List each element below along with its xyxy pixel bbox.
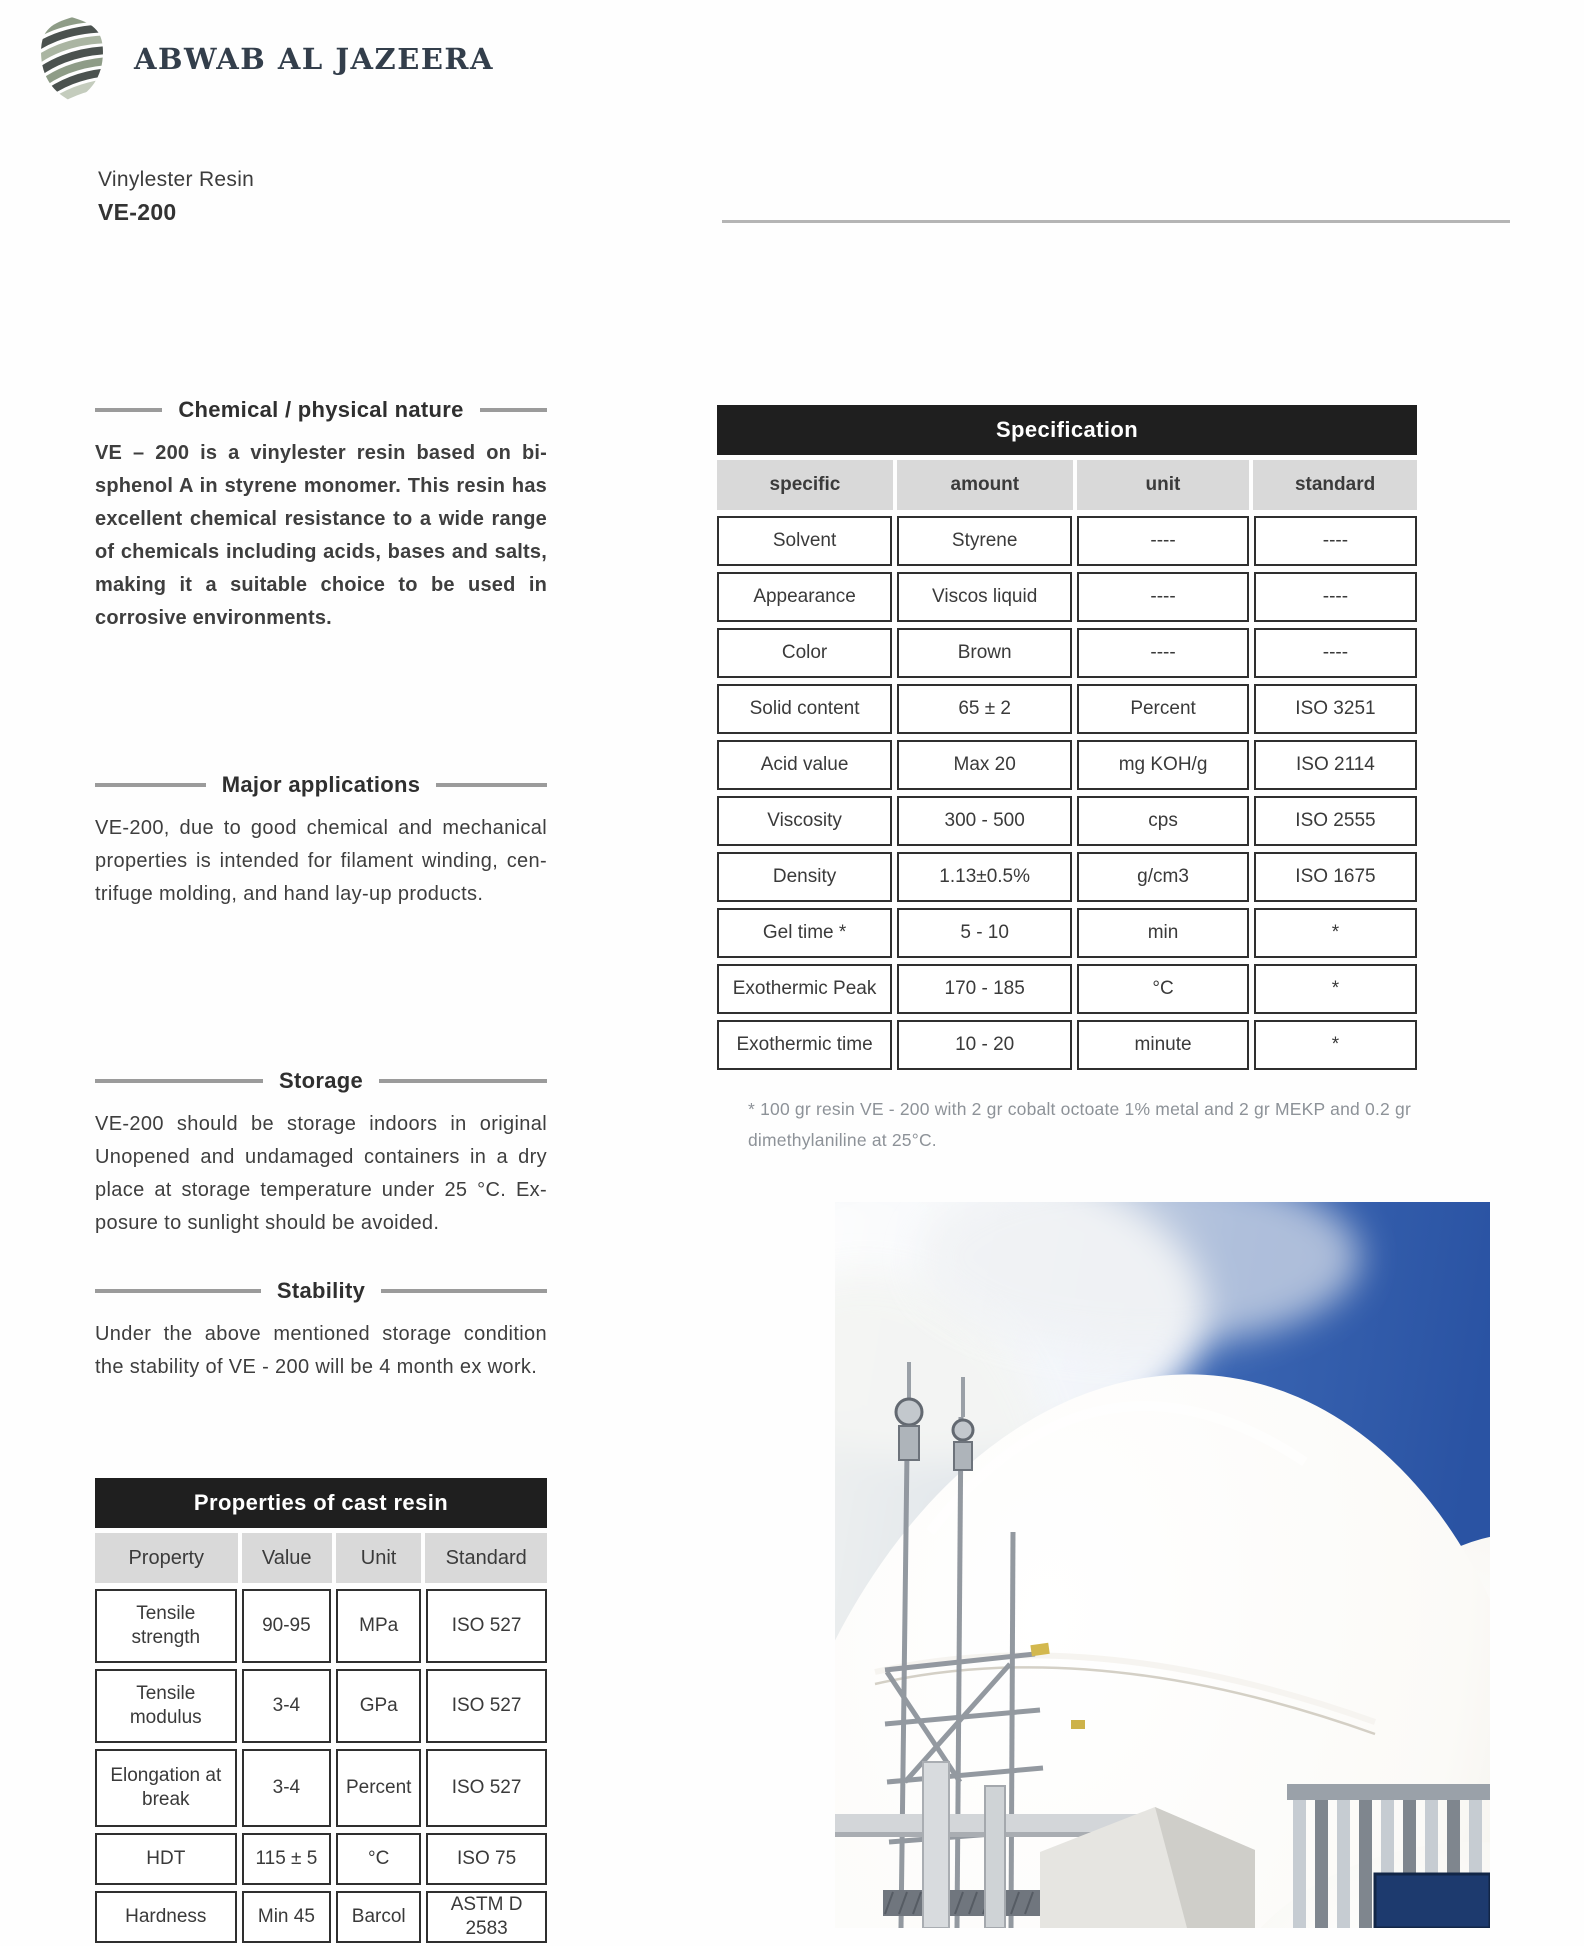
table-cell: °C — [1077, 964, 1249, 1014]
product-category: Vinylester Resin — [98, 168, 255, 191]
section-body: VE-200 should be storage indoors in original Unopened and undamaged containers in a dry place at storage temperature under 25 °C. Ex-posure to sunlight should be avoided. — [95, 1113, 547, 1234]
product-title — [98, 168, 254, 226]
section-storage — [95, 1068, 547, 1240]
table-cell: ISO 75 — [426, 1833, 547, 1885]
table-title: Specification — [717, 405, 1417, 455]
heading-rule-right — [381, 1289, 547, 1293]
header-rule — [722, 220, 1510, 223]
table-cell: HDT — [95, 1833, 237, 1885]
column-header: unit — [1077, 460, 1249, 510]
table-body — [95, 1589, 547, 1943]
table-cell: ISO 527 — [426, 1589, 547, 1663]
column-header: Value — [242, 1533, 332, 1583]
table-cell: Solid content — [717, 684, 892, 734]
table-cell: ISO 1675 — [1254, 852, 1417, 902]
table-header-row — [717, 460, 1417, 510]
table-cell: ---- — [1254, 628, 1417, 678]
column-header: Property — [95, 1533, 238, 1583]
table-cell: Hardness — [95, 1891, 237, 1943]
heading-rule-right — [436, 783, 547, 787]
specification-table — [717, 405, 1417, 1070]
column-header: Unit — [336, 1533, 422, 1583]
table-cell: 115 ± 5 — [242, 1833, 332, 1885]
heading-rule-right — [379, 1079, 547, 1083]
section-heading: Stability — [276, 1278, 366, 1303]
table-cell: Percent — [1077, 684, 1249, 734]
table-cell: g/cm3 — [1077, 852, 1249, 902]
table-cell: ISO 527 — [426, 1749, 547, 1827]
table-cell: * — [1254, 908, 1417, 958]
table-cell: Color — [717, 628, 892, 678]
table-cell: * — [1254, 964, 1417, 1014]
table-cell: 3-4 — [242, 1669, 332, 1743]
table-cell: Viscos liquid — [897, 572, 1072, 622]
heading-rule-right — [480, 408, 547, 412]
table-cell: Exothermic time — [717, 1020, 892, 1070]
section-chemical-physical-nature — [95, 397, 547, 635]
table-cell: 170 - 185 — [897, 964, 1072, 1014]
section-heading-row — [95, 772, 547, 798]
table-cell: ASTM D 2583 — [426, 1891, 547, 1943]
table-cell: mg KOH/g — [1077, 740, 1249, 790]
table-cell: ISO 2555 — [1254, 796, 1417, 846]
table-cell: Elongation at break — [95, 1749, 237, 1827]
heading-rule-left — [95, 783, 206, 787]
section-major-applications — [95, 772, 547, 911]
column-header: standard — [1253, 460, 1417, 510]
section-heading: Major applications — [221, 772, 421, 797]
storage-tanks-photo — [835, 1202, 1490, 1928]
table-cell: °C — [336, 1833, 421, 1885]
table-header-row — [95, 1533, 547, 1583]
table-cell: ---- — [1254, 516, 1417, 566]
table-cell: 65 ± 2 — [897, 684, 1072, 734]
column-header: amount — [897, 460, 1073, 510]
table-cell: ---- — [1077, 572, 1249, 622]
table-title: Properties of cast resin — [95, 1478, 547, 1528]
table-cell: GPa — [336, 1669, 421, 1743]
heading-rule-left — [95, 1079, 263, 1083]
table-cell: 3-4 — [242, 1749, 332, 1827]
table-cell: Min 45 — [242, 1891, 332, 1943]
section-heading-row — [95, 397, 547, 423]
table-cell: Tensile strength — [95, 1589, 237, 1663]
table-cell: Acid value — [717, 740, 892, 790]
table-cell: Exothermic Peak — [717, 964, 892, 1014]
brand-logo-icon — [28, 12, 116, 106]
section-body: VE – 200 is a vinylester resin based on bi-sphenol A in styrene monomer. This resin has excellent chemical resistance to a wide range of chemicals including acids, bases and salts, making it a suitable choice to be used in corrosive environments. — [95, 442, 547, 629]
table-cell: Solvent — [717, 516, 892, 566]
table-cell: Density — [717, 852, 892, 902]
product-code: VE-200 — [98, 199, 177, 225]
column-header: Standard — [425, 1533, 547, 1583]
table-cell: MPa — [336, 1589, 421, 1663]
section-stability — [95, 1278, 547, 1384]
table-cell: ISO 2114 — [1254, 740, 1417, 790]
table-cell: Gel time * — [717, 908, 892, 958]
table-cell: ISO 3251 — [1254, 684, 1417, 734]
table-cell: 90-95 — [242, 1589, 332, 1663]
table-cell: * — [1254, 1020, 1417, 1070]
heading-rule-left — [95, 1289, 261, 1293]
table-cell: Barcol — [336, 1891, 421, 1943]
table-cell: cps — [1077, 796, 1249, 846]
brand-name: ABWAB AL JAZEERA — [134, 42, 495, 76]
table-cell: minute — [1077, 1020, 1249, 1070]
table-cell: Appearance — [717, 572, 892, 622]
spec-footnote: * 100 gr resin VE - 200 with 2 gr cobalt octoate 1% metal and 2 gr MEKP and 0.2 gr dimethylaniline at 25°C. — [748, 1099, 1411, 1150]
table-cell: Max 20 — [897, 740, 1072, 790]
table-cell: Styrene — [897, 516, 1072, 566]
table-cell: Viscosity — [717, 796, 892, 846]
table-cell: 1.13±0.5% — [897, 852, 1072, 902]
table-cell: ---- — [1077, 516, 1249, 566]
section-body: Under the above mentioned storage condition the stability of VE - 200 will be 4 month ex work. — [95, 1323, 547, 1378]
table-cell: ---- — [1077, 628, 1249, 678]
heading-rule-left — [95, 408, 162, 412]
table-cell: ---- — [1254, 572, 1417, 622]
cast-resin-properties-table — [95, 1478, 547, 1943]
table-cell: 10 - 20 — [897, 1020, 1072, 1070]
brand-header — [28, 12, 494, 106]
table-cell: Tensile modulus — [95, 1669, 237, 1743]
table-body — [717, 516, 1417, 1070]
table-cell: 5 - 10 — [897, 908, 1072, 958]
section-heading-row — [95, 1278, 547, 1304]
table-cell: Brown — [897, 628, 1072, 678]
column-header: specific — [717, 460, 893, 510]
table-cell: Percent — [336, 1749, 421, 1827]
section-heading: Storage — [279, 1068, 364, 1093]
table-cell: ISO 527 — [426, 1669, 547, 1743]
section-heading-row — [95, 1068, 547, 1094]
table-cell: 300 - 500 — [897, 796, 1072, 846]
section-body: VE-200, due to good chemical and mechanical properties is intended for filament winding, cen-trifuge molding, and hand lay-up products. — [95, 817, 547, 905]
section-heading: Chemical / physical nature — [178, 397, 464, 422]
table-cell: min — [1077, 908, 1249, 958]
